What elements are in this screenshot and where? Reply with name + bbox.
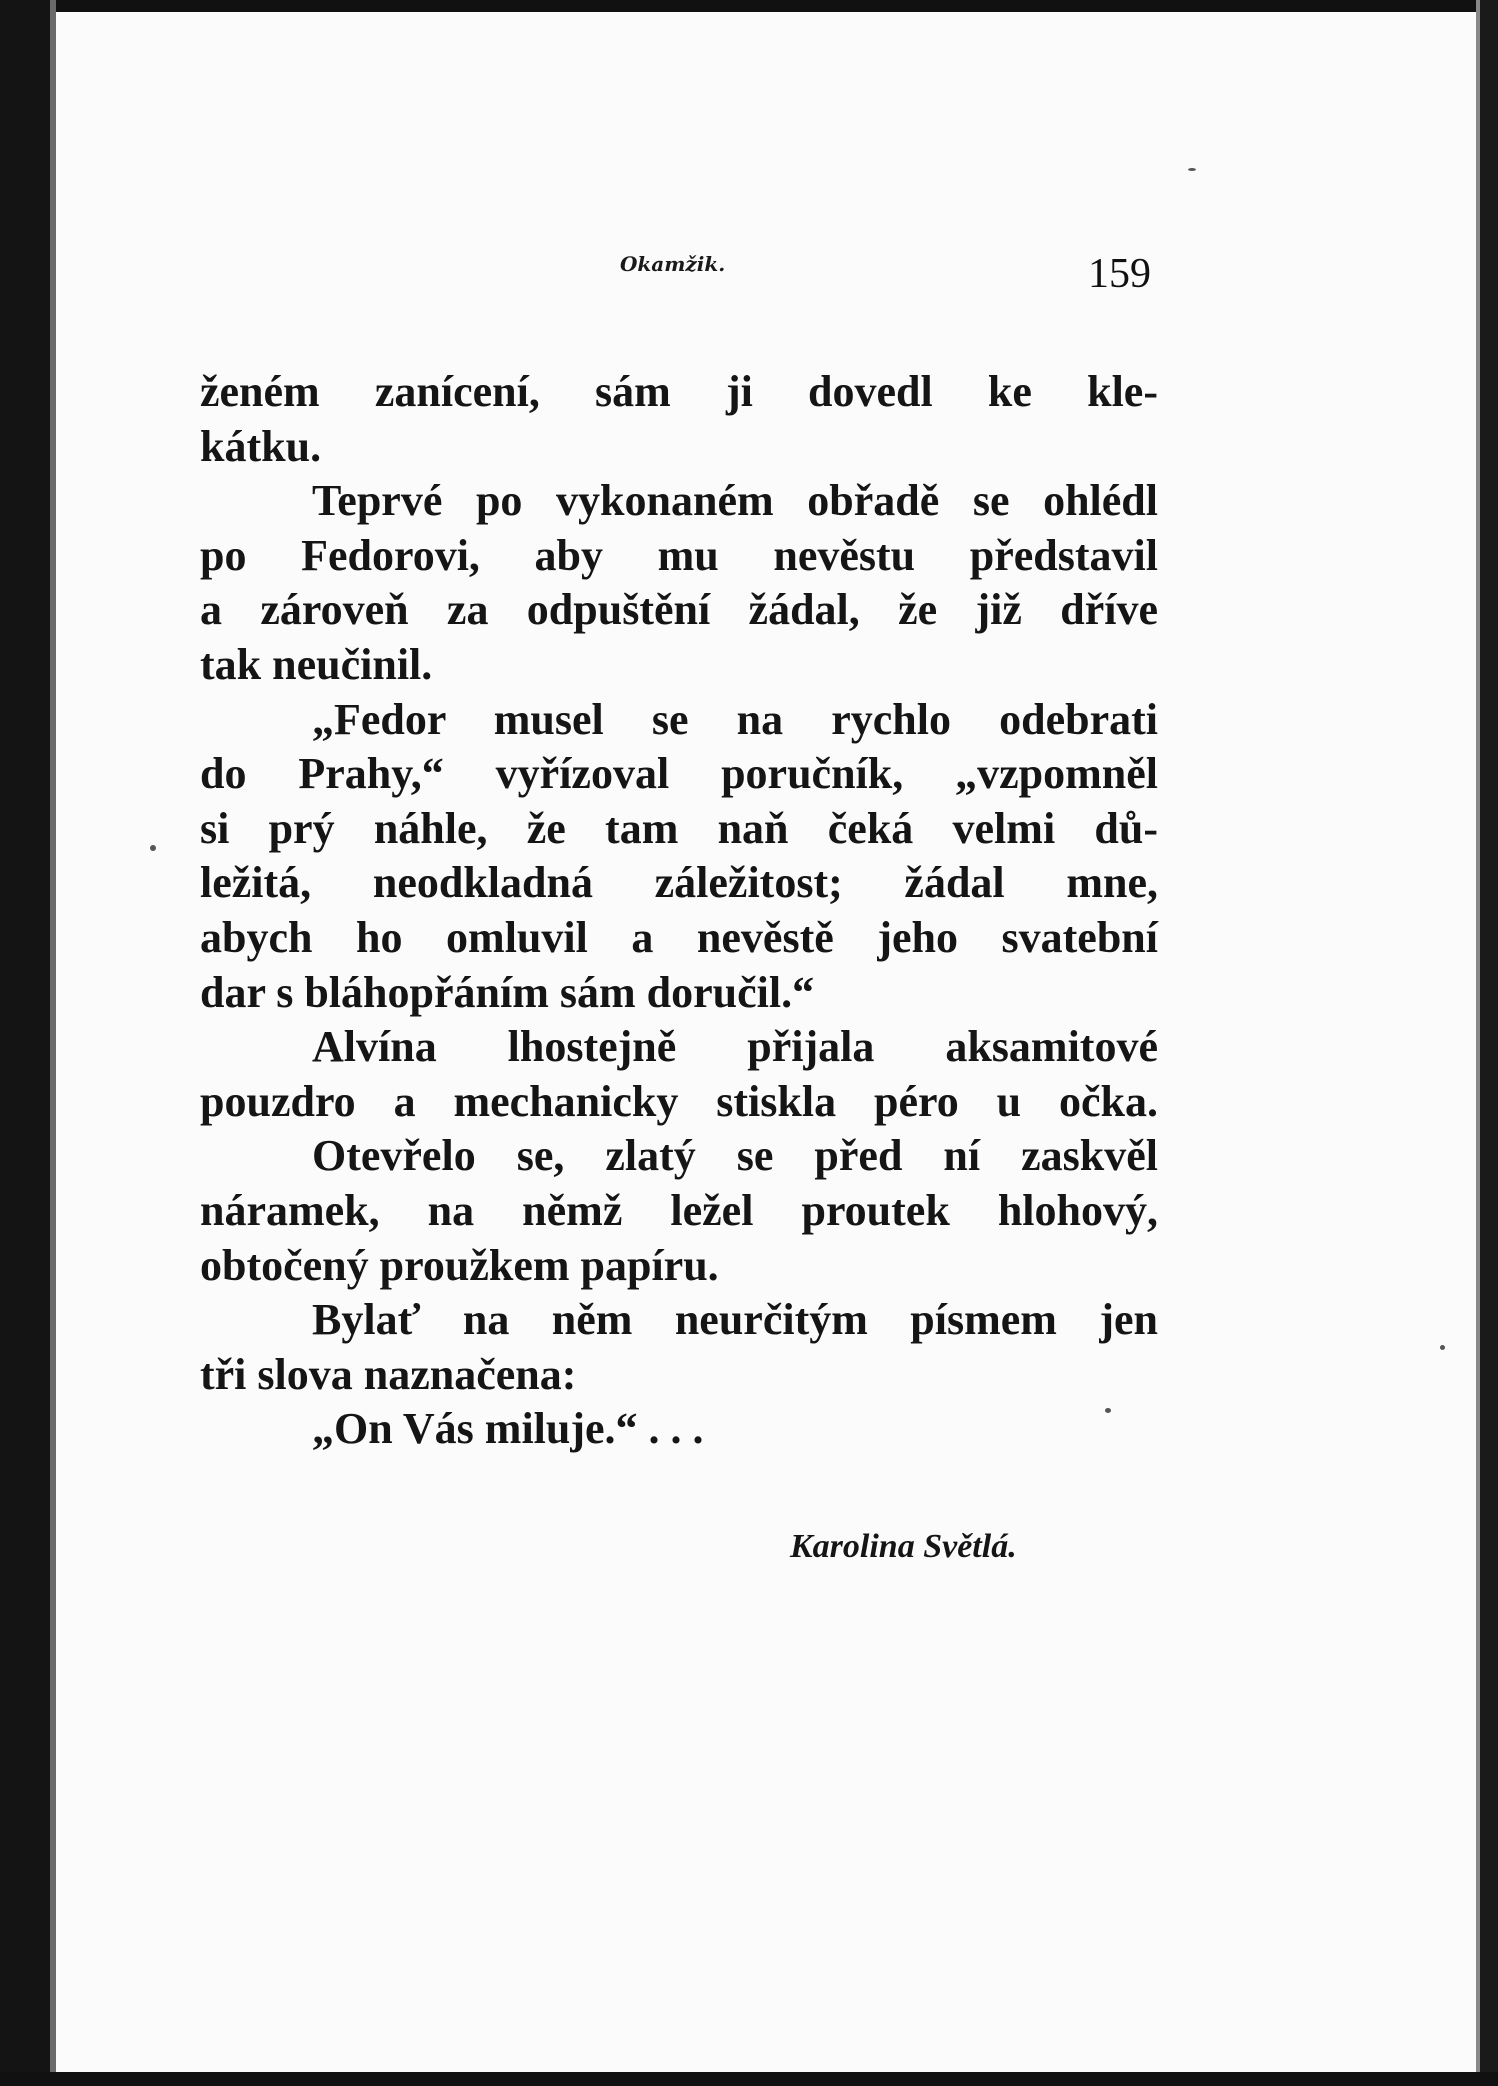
scan-border-top — [0, 0, 1498, 12]
text-line: po Fedorovi, aby mu nevěstu představil — [200, 530, 1158, 580]
text-line: dar s bláhopřáním sám doručil.“ — [200, 967, 815, 1017]
scan-border-left — [0, 0, 50, 2086]
page-number: 159 — [1088, 251, 1151, 297]
body-text — [200, 365, 1158, 1457]
text-line: náramek, na němž ležel proutek hlohový, — [200, 1185, 1158, 1235]
text-line: do Prahy,“ vyřízoval poručník, „vzpomněl — [200, 749, 1158, 799]
text-line: Otevřelo se, zlatý se před ní zaskvěl — [312, 1131, 1158, 1181]
text-line: pouzdro a mechanicky stiskla péro u očka. — [200, 1076, 1158, 1126]
paper-speck — [150, 845, 156, 851]
scan-border-right-edge — [1476, 0, 1480, 2086]
text-line: kátku. — [200, 421, 322, 471]
scan-border-bottom — [0, 2072, 1498, 2086]
text-line: abych ho omluvil a nevěstě jeho svatební — [200, 912, 1158, 962]
paper-speck — [1105, 1408, 1111, 1413]
text-line: Teprvé po vykonaném obřadě se ohlédl — [312, 476, 1158, 526]
text-line: „On Vás miluje.“ . . . — [312, 1404, 704, 1454]
paper-speck — [1188, 168, 1196, 171]
text-line: Bylať na něm neurčitým písmem jen — [312, 1295, 1158, 1345]
paper-speck — [1440, 1345, 1445, 1350]
text-line: tři slova naznačena: — [200, 1349, 577, 1399]
author-signature: Karolina Světlá. — [790, 1528, 1017, 1565]
text-line: a zároveň za odpuštění žádal, že již dříve — [200, 585, 1158, 635]
text-line: ležitá, neodkladná záležitost; žádal mne, — [200, 858, 1158, 908]
scan-border-right — [1480, 0, 1498, 2086]
running-title: Okamžik. — [620, 252, 726, 276]
text-line: obtočený proužkem papíru. — [200, 1240, 719, 1290]
text-line: „Fedor musel se na rychlo odebrati — [312, 694, 1158, 744]
text-line: tak neučinil. — [200, 639, 433, 689]
text-line: ženém zanícení, sám ji dovedl ke kle- — [200, 367, 1158, 416]
text-line: si prý náhle, že tam naň čeká velmi dů- — [200, 803, 1158, 853]
text-line: Alvína lhostejně přijala aksamitové — [312, 1022, 1158, 1072]
